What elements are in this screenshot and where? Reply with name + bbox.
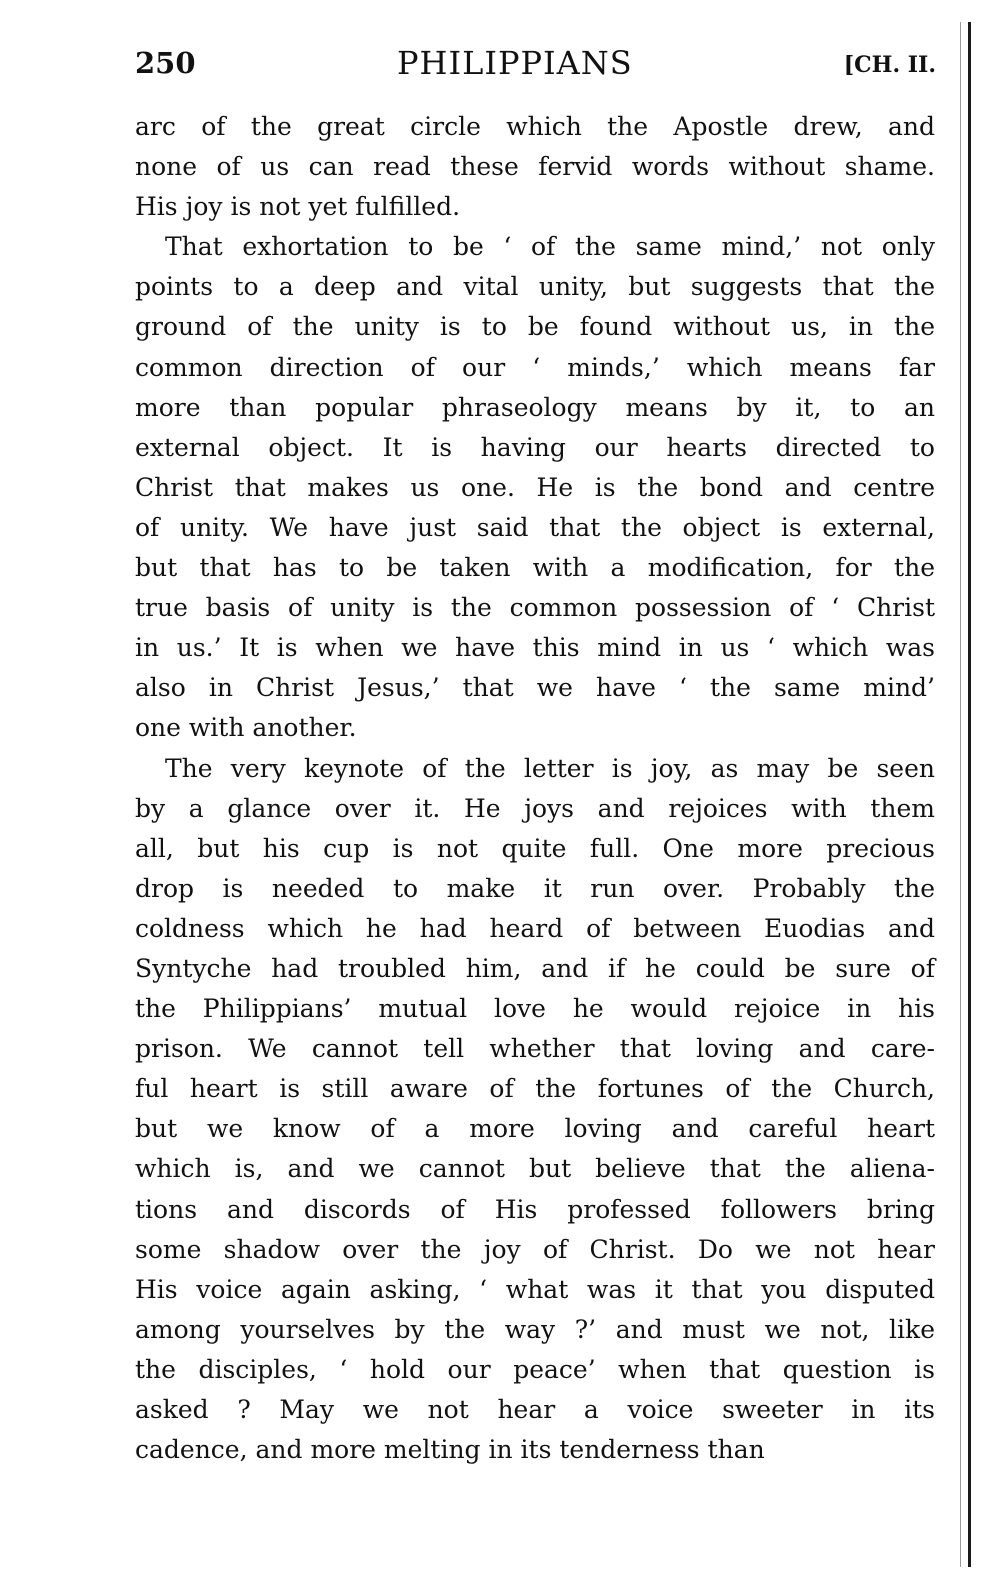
- chapter-reference: [CH. II.: [843, 52, 936, 78]
- text-line: but we know of a more loving and careful heart: [135, 1114, 935, 1144]
- text-line: external object. It is having our hearts directed to: [135, 432, 935, 462]
- text-line: His joy is not yet fulfilled.: [135, 192, 461, 222]
- text-line: His voice again asking, ‘ what was it that you disputed: [135, 1274, 935, 1304]
- text-line: but that has to be taken with a modification, for the: [135, 553, 935, 583]
- text-line: by a glance over it. He joys and rejoices with them: [135, 793, 935, 823]
- text-line: tions and discords of His professed followers bring: [135, 1194, 935, 1224]
- page-edge-shadow: [960, 22, 961, 1567]
- text-line: arc of the great circle which the Apostle drew, and: [135, 112, 935, 141]
- text-line: true basis of unity is the common possession of ‘ Christ: [135, 593, 935, 623]
- text-line: common direction of our ‘ minds,’ which means far: [135, 352, 935, 382]
- text-line: the disciples, ‘ hold our peace’ when that question is: [135, 1354, 935, 1384]
- text-line: none of us can read these fervid words without shame.: [135, 152, 935, 182]
- text-line: coldness which he had heard of between Euodias and: [135, 913, 935, 943]
- text-line: points to a deep and vital unity, but suggests that the: [135, 272, 935, 302]
- text-line: The very keynote of the letter is joy, as may be seen: [165, 753, 935, 783]
- page-header: [135, 40, 940, 90]
- text-line: ful heart is still aware of the fortunes of the Church,: [135, 1074, 935, 1104]
- page-number: 250: [135, 46, 196, 80]
- text-line: ground of the unity is to be found without us, in the: [135, 312, 935, 342]
- text-line: more than popular phraseology means by it, to an: [135, 392, 935, 422]
- text-line: among yourselves by the way ?’ and must we not, like: [135, 1314, 935, 1344]
- text-line: of unity. We have just said that the object is external,: [135, 512, 935, 542]
- text-line: which is, and we cannot but believe that the aliena-: [135, 1154, 935, 1184]
- running-title: PHILIPPIANS: [397, 44, 633, 82]
- text-line: asked ? May we not hear a voice sweeter in its: [135, 1395, 935, 1424]
- text-line: also in Christ Jesus,’ that we have ‘ the same mind’: [135, 673, 935, 703]
- page-edge-rule: [968, 22, 971, 1567]
- text-line: some shadow over the joy of Christ. Do we not hear: [135, 1234, 935, 1264]
- text-line: drop is needed to make it run over. Probably the: [135, 873, 935, 903]
- body-text: [135, 107, 935, 1470]
- text-line: in us.’ It is when we have this mind in us ‘ which was: [135, 633, 935, 663]
- text-line: one with another.: [135, 713, 357, 743]
- text-line: cadence, and more melting in its tenderness than: [135, 1435, 765, 1465]
- text-line: the Philippians’ mutual love he would rejoice in his: [135, 994, 935, 1024]
- text-line: all, but his cup is not quite full. One more precious: [135, 833, 935, 863]
- text-line: Christ that makes us one. He is the bond and centre: [135, 472, 935, 502]
- text-line: Syntyche had troubled him, and if he could be sure of: [135, 953, 935, 983]
- text-line: prison. We cannot tell whether that loving and care-: [135, 1034, 935, 1064]
- text-line: That exhortation to be ‘ of the same mind,’ not only: [165, 232, 935, 262]
